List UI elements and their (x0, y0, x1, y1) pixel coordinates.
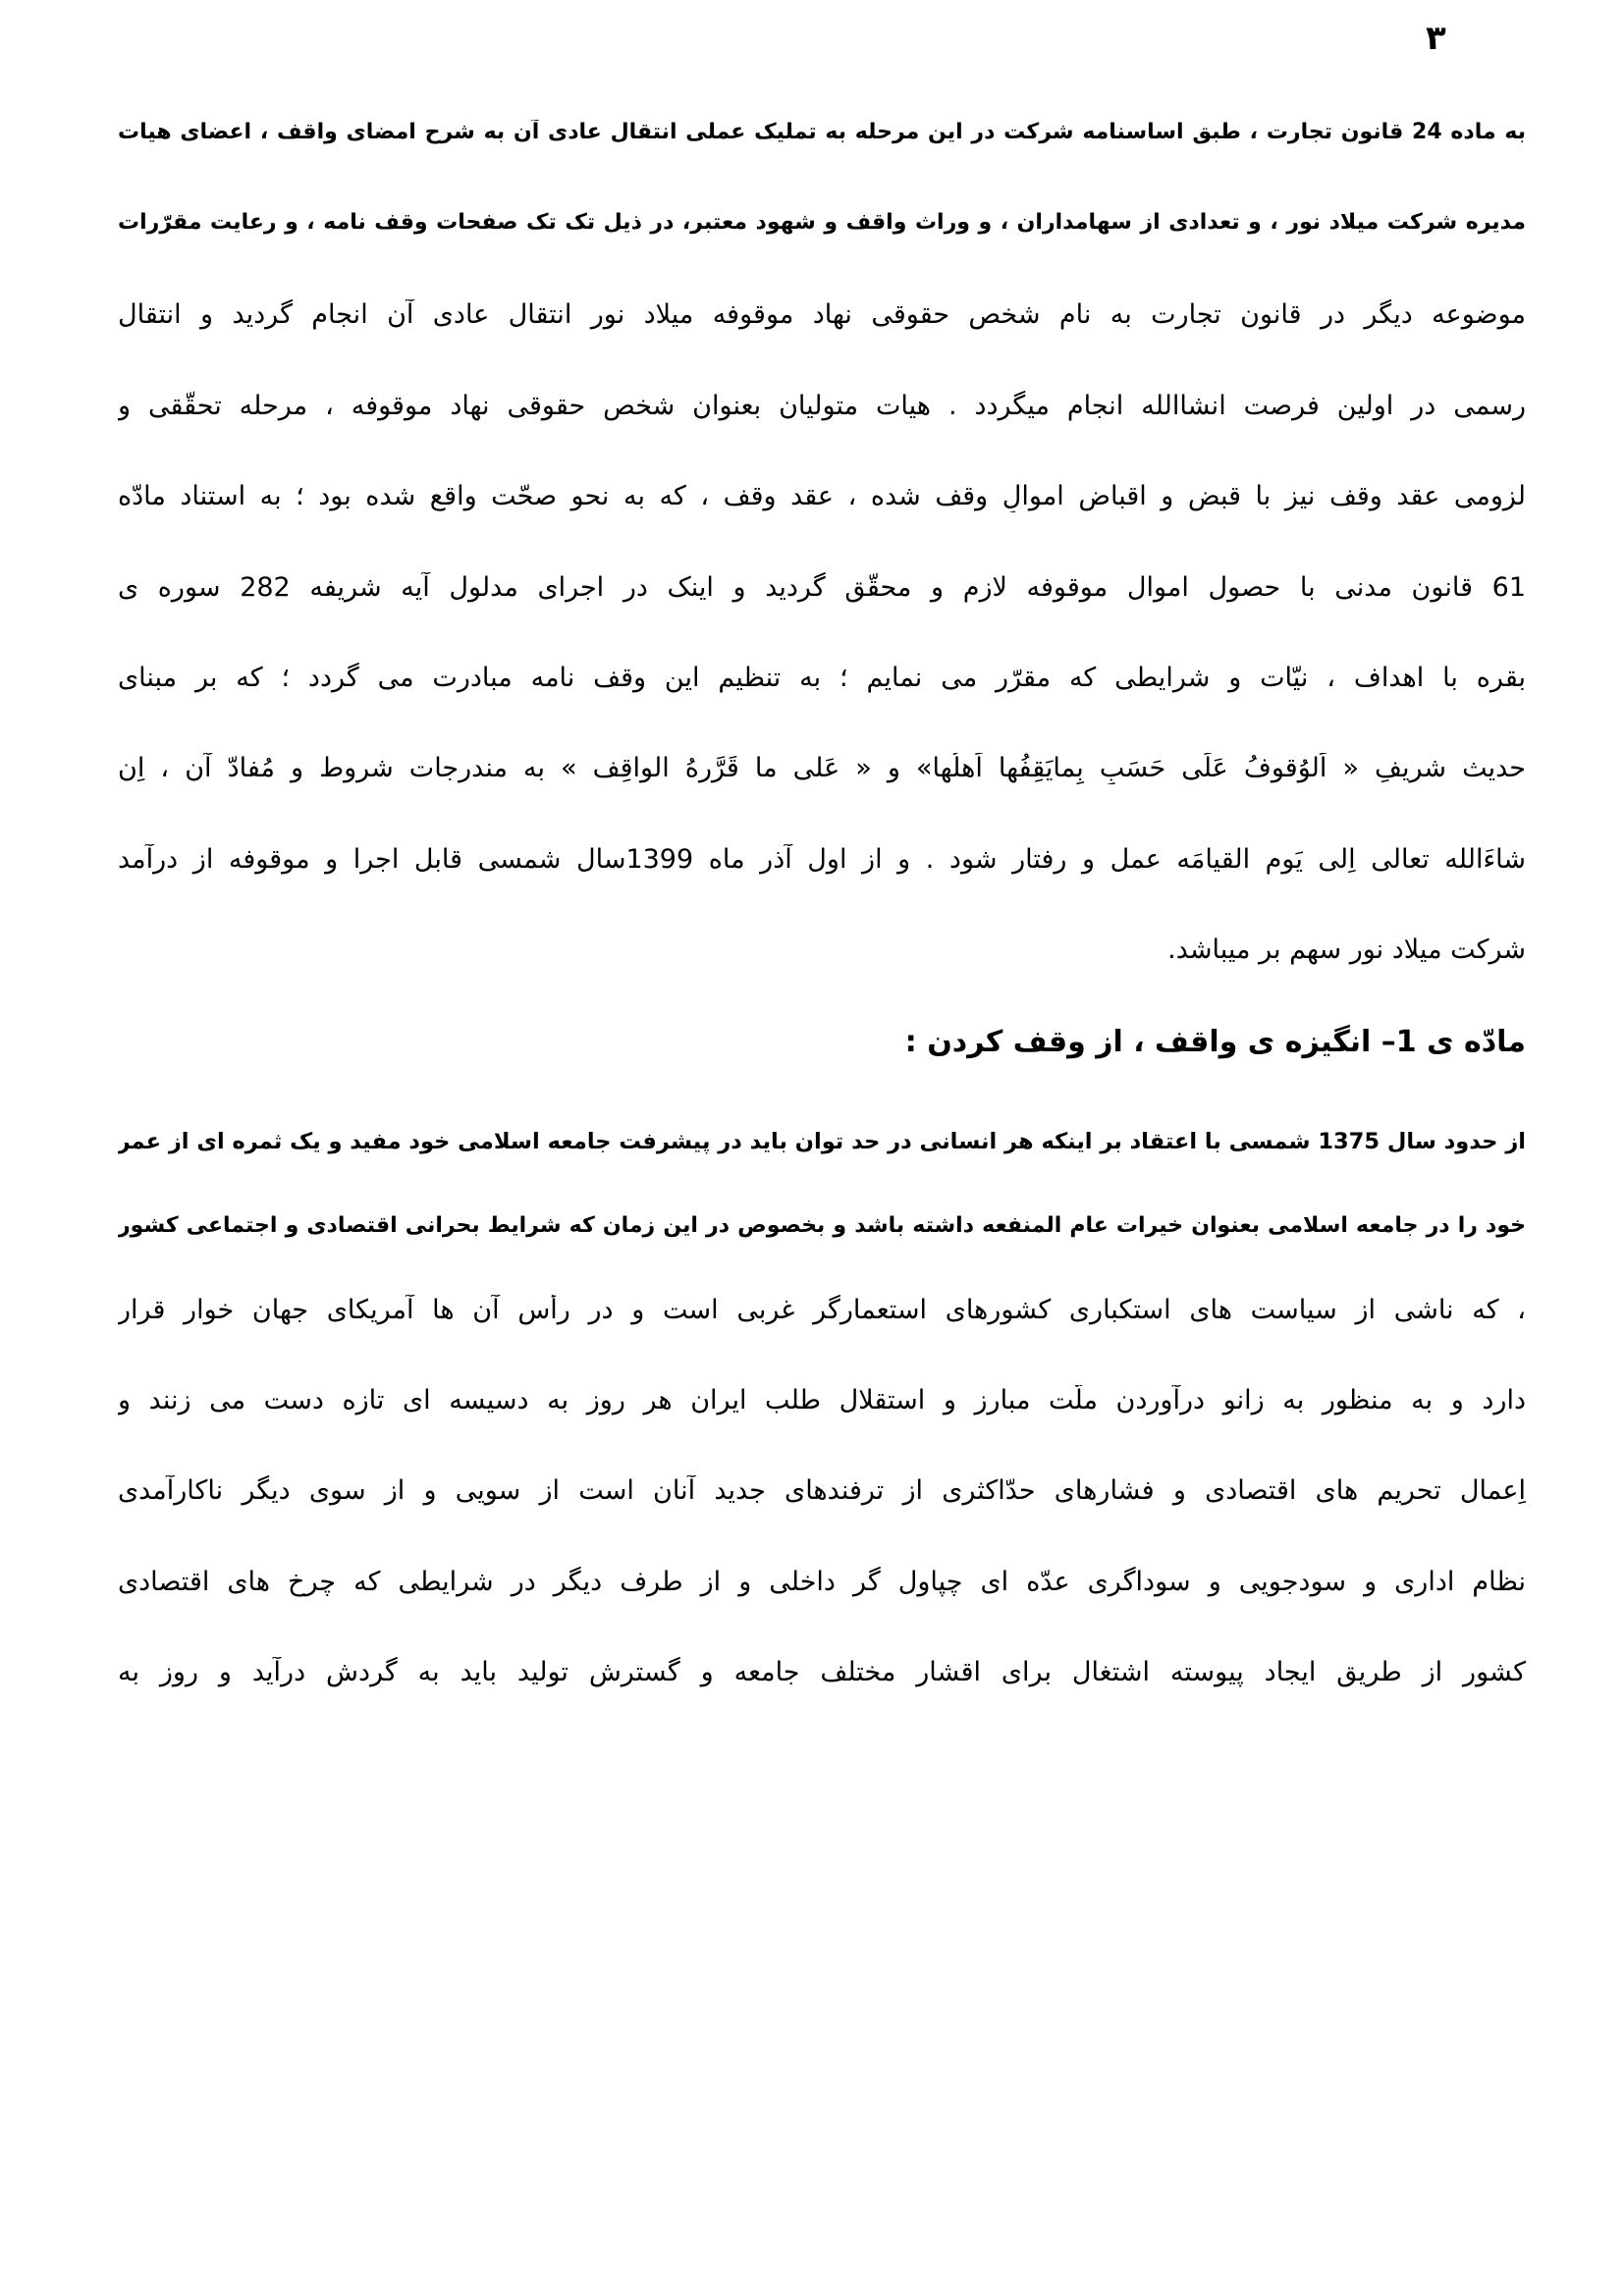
text-line: به ماده 24 قانون تجارت ، طبق اساسنامه شرکت در این مرحله به تملیک عملی انتقال عادی آن به شرح امضای واقف ، اعضای هیات (118, 120, 1526, 144)
text-line: دارد و به منظور به زانو درآوردن ملّت مبارز و استقلال طلب ایران هر روز به دسیسه ای تازه دست می زنند و (118, 1385, 1526, 1415)
section-heading: مادّه ی 1– انگیزه ی واقف ، از وقف کردن : (904, 1025, 1526, 1059)
text-line: موضوعه دیگر در قانون تجارت به نام شخص حقوقی نهاد موقوفه میلاد نور انتقال عادی آن انجام گردید و انتقال (118, 299, 1526, 330)
text-line: کشور از طریق ایجاد پیوسته اشتغال برای اقشار مختلف جامعه و گسترش تولید باید به گردش درآید و روز به (118, 1657, 1526, 1687)
text-line: ، که ناشی از سیاست های استکباری کشورهای استعمارگر غربی است و در رأس آن ها آمریکای جهان خوار قرار (118, 1295, 1526, 1325)
text-line: اِعمال تحریم های اقتصادی و فشارهای حدّاکثری از ترفندهای جدید آنان است از سویی و از سوی دیگر ناکارآمدی (118, 1475, 1526, 1506)
text-line: لزومی عقد وقف نیز با قبض و اقباض اموالِ وقف شده ، عقد وقف ، که به نحو صحّت واقع شده بود ؛ به استناد مادّه (118, 481, 1526, 511)
text-line: شرکت میلاد نور سهم بر میباشد. (1167, 934, 1526, 965)
page-number: ۳ (1426, 19, 1446, 58)
text-line: مدیره شرکت میلاد نور ، و تعدادی از سهامداران ، و وراث واقف و شهود معتبر، در ذیل تک تک صفحات وقف نامه ، و رعایت مقرّرات (118, 210, 1526, 235)
text-line: از حدود سال 1375 شمسی با اعتقاد بر اینکه هر انسانی در حد توان باید در پیشرفت جامعه اسلامی خود مفید و یک ثمره ای از عمر (118, 1129, 1526, 1154)
text-line: رسمی در اولین فرصت انشاالله انجام میگردد . هیات متولیان بعنوان شخص حقوقی نهاد موقوفه ، مرحله تحقّقی و (118, 391, 1526, 421)
text-line: نظام اداری و سودجویی و سوداگری عدّه ای چپاول گر داخلی و از طرف دیگر در شرایطی که چرخ های اقتصادی (118, 1567, 1526, 1597)
text-line: بقره با اهداف ، نیّات و شرایطی که مقرّر می نمایم ؛ به تنظیم این وقف نامه مبادرت می گردد ؛ که بر مبنای (118, 663, 1526, 693)
text-line: خود را در جامعه اسلامی بعنوان خیرات عام المنفعه داشته باشد و بخصوص در این زمان که شرایط بحرانی اقتصادی و اجتماعی کشور (118, 1213, 1526, 1238)
text-line: حدیث شریفِ « اَلوُقوفُ عَلَی حَسَبِ بِمایَقِفُها اَهلُها» و « عَلی ما قَرَّرهُ الواقِف » به مندرجات شروط و مُفادّ آن ، اِن (118, 753, 1526, 783)
text-line: 61 قانون مدنی با حصول اموال موقوفه لازم و محقّق گردید و اینک در اجرای مدلول آیه شریفه 282 سوره ی (118, 572, 1526, 603)
text-line: شاءَالله تعالی اِلی یَومِ القیامَه عمل و رفتار شود . و از اول آذر ماه 1399سال شمسی قابل اجرا و موقوفه از درآمد (118, 844, 1526, 875)
